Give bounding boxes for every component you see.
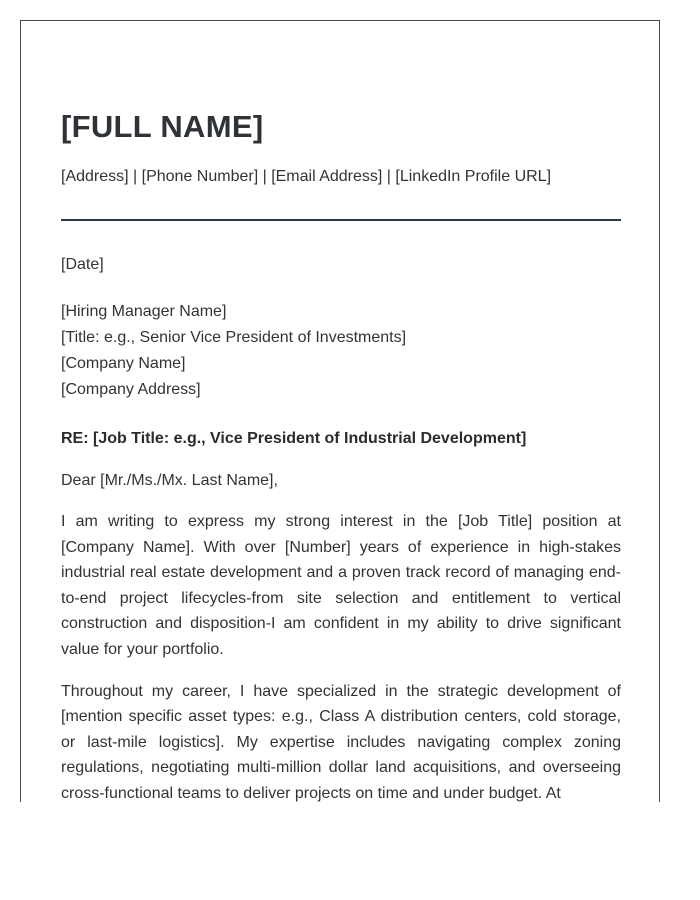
re-line: RE: [Job Title: e.g., Vice President of Industrial Development] [61,430,527,447]
recipient-block [61,299,621,403]
header-divider [61,219,621,221]
contact-line: [Address] | [Phone Number] | [Email Address] | [LinkedIn Profile URL] [61,168,552,185]
company-name: [Company Name] [61,355,186,372]
document-page [20,20,660,802]
company-address: [Company Address] [61,381,201,398]
recipient-title: [Title: e.g., Senior Vice President of Investments] [61,329,407,346]
hiring-manager-name: [Hiring Manager Name] [61,303,227,320]
body-paragraph-1: I am writing to express my strong interest in the [Job Title] position at [Company Name]. With over [Number] years of experience in high-stakes industrial real estate development and a proven track record of managing end-to-end project lifecycles-from site selection and entitlement to vertical construction and disposition-I am confident in my ability to drive significant value for your portfolio. [61,513,621,658]
salutation: Dear [Mr./Ms./Mx. Last Name], [61,472,278,489]
full-name-heading: [FULL NAME] [61,109,264,144]
date-line: [Date] [61,256,104,273]
letter-content [61,105,621,802]
body-paragraph-2: Throughout my career, I have specialized in the strategic development of [mention specific asset types: e.g., Class A distribution centers, cold storage, or last-mile logistics]. My expertise includes navigating complex zoning regulations, negotiating multi-million dollar land acquisitions, and overseeing cross-functional teams to deliver projects on time and under budget. At [61,682,621,802]
